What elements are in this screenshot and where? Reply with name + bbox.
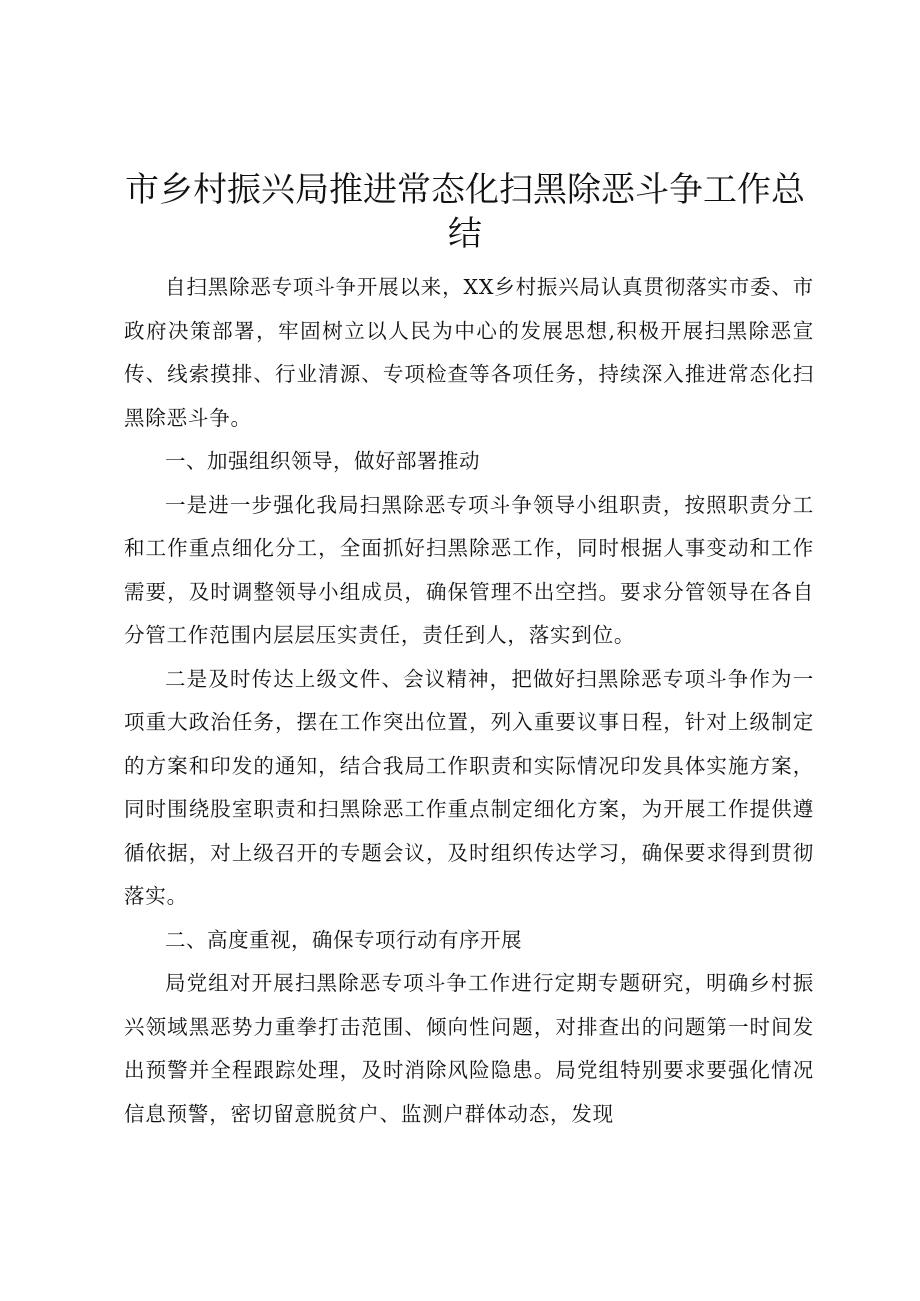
- section-1-paragraph-1: 一是进一步强化我局扫黑除恶专项斗争领导小组职责，按照职责分工和工作重点细化分工，全面抓好扫黑除恶工作，同时根据人事变动和工作需要，及时调整领导小组成员，确保管理不出空挡。要求分管领导在各自分管工作范围内层层压实责任，责任到人，落实到位。: [124, 492, 814, 647]
- section-1-heading: 一、加强组织领导，做好部署推动: [165, 449, 480, 473]
- intro-paragraph: 自扫黑除恶专项斗争开展以来，XX乡村振兴局认真贯彻落实市委、市政府决策部署，牢固树立以人民为中心的发展思想,积极开展扫黑除恶宣传、线索摸排、行业清源、专项检查等各项任务，持续深入推进常态化扫黑除恶斗争。: [124, 275, 814, 430]
- section-2-paragraph-1: 局党组对开展扫黑除恶专项斗争工作进行定期专题研究，明确乡村振兴领域黑恶势力重拳打击范围、倾向性问题，对排查出的问题第一时间发出预警并全程跟踪处理，及时消除风险隐患。局党组特别要求要强化情况信息预警，密切留意脱贫户、监测户群体动态，发现: [124, 971, 814, 1126]
- document-title: [120, 168, 810, 256]
- section-2-heading: 二、高度重视，确保专项行动有序开展: [165, 927, 522, 952]
- title-line-1: 市乡村振兴局推进常态化扫黑除恶斗争工作总: [125, 170, 805, 210]
- section-1-paragraph-2: 二是及时传达上级文件、会议精神，把做好扫黑除恶专项斗争作为一项重大政治任务，摆在工作突出位置，列入重要议事日程，针对上级制定的方案和印发的通知，结合我局工作职责和实际情况印发具体实施方案，同时围绕股室职责和扫黑除恶工作重点制定细化方案，为开展工作提供遵循依据，对上级召开的专题会议，及时组织传达学习，确保要求得到贯彻落实。: [124, 666, 814, 908]
- title-line-2: 结: [448, 214, 482, 254]
- document-body: [124, 266, 814, 1136]
